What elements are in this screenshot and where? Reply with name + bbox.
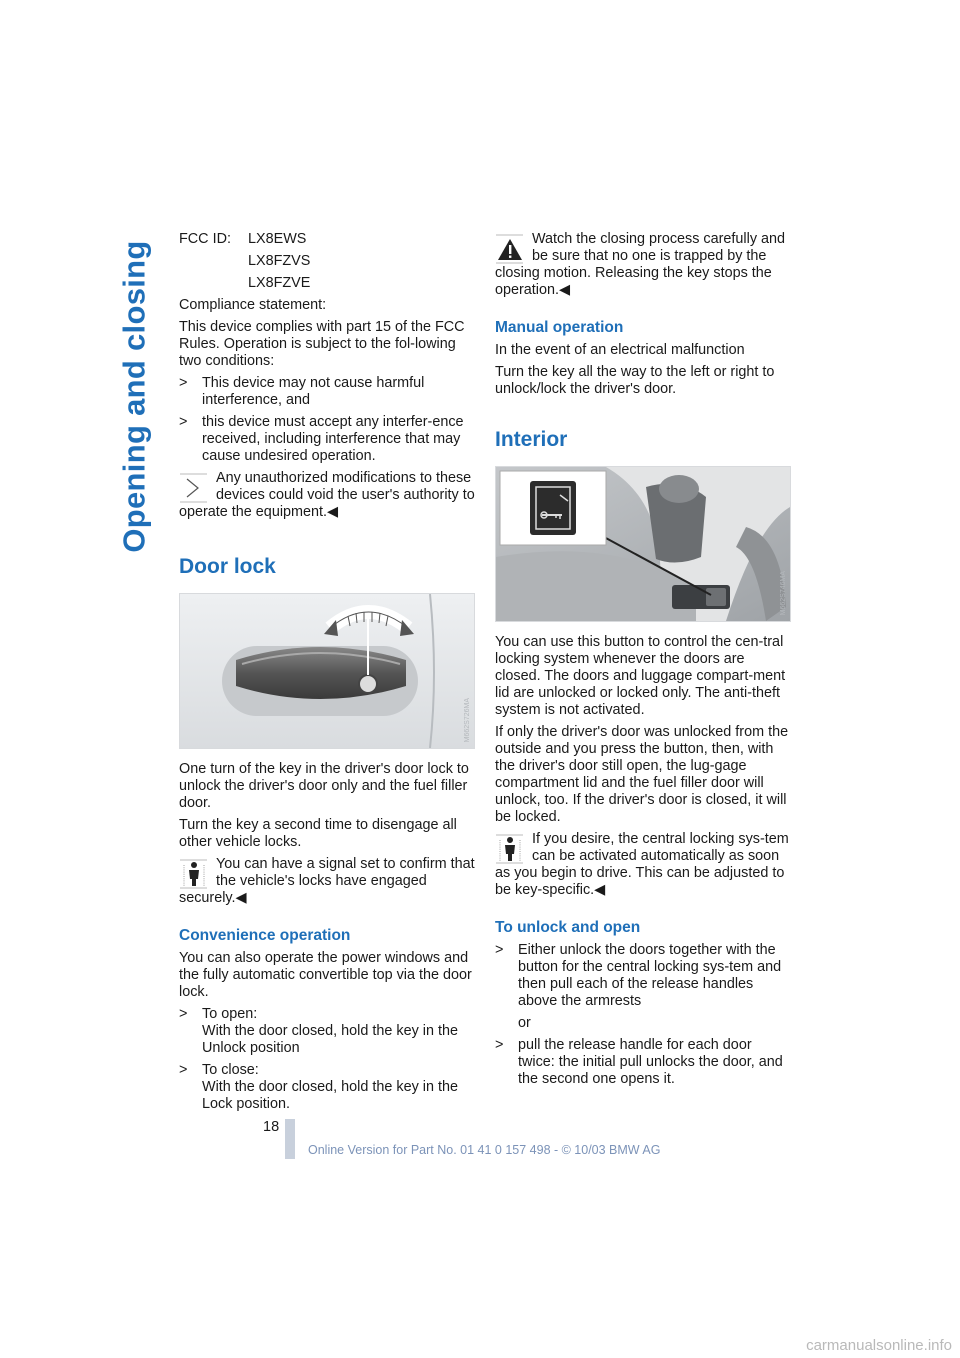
compliance-statement: This device complies with part 15 of the FCC Rules. Operation is subject to the fol-lowing two conditions: <box>179 319 465 369</box>
list-item <box>495 942 791 1010</box>
page-number: 18 <box>263 1119 280 1135</box>
note-arrow-icon <box>179 473 211 503</box>
or-text: or <box>518 1015 531 1031</box>
door-lock-paragraph: Turn the key a second time to disengage all other vehicle locks. <box>179 817 457 850</box>
fcc-id-value: LX8FZVS <box>248 253 311 269</box>
note-text: If you desire, the central locking sys-tem can be activated automatically as soon as you begin to drive. This can be adjusted to be key-specific.◀ <box>495 831 789 898</box>
manual-paragraph: Turn the key all the way to the left or right to unlock/lock the driver's door. <box>495 364 775 397</box>
door-lock-paragraph: One turn of the key in the driver's door lock to unlock the driver's door only and the fuel filler door. <box>179 761 469 811</box>
bullet-mark: > <box>495 1037 504 1053</box>
compliance-heading: Compliance statement: <box>179 297 327 313</box>
list-item-text: This device may not cause harmful interference, and <box>202 375 425 408</box>
list-item-text: this device must accept any interfer-ence received, including interference that may cause undesired operation. <box>202 414 464 464</box>
note-block <box>495 831 791 899</box>
note-block <box>179 470 475 521</box>
list-item <box>179 1006 475 1057</box>
people-note-icon <box>179 859 211 889</box>
interior-paragraph: You can use this button to control the cen-tral locking system whenever the doors are closed. The doors and luggage compart-ment lid are unlocked or locked only. The anti-theft system is not activated. <box>495 634 786 718</box>
figure-code: M662S746MA <box>780 570 787 615</box>
manual-paragraph: In the event of an electrical malfunction <box>495 342 745 358</box>
watermark: carmanualsonline.info <box>806 1337 952 1354</box>
list-item-text: pull the release handle for each door twice: the initial pull unlocks the door, and the second one opens it. <box>518 1037 783 1087</box>
warning-block <box>495 231 791 299</box>
list-item-text <box>202 1006 475 1057</box>
bullet-mark: > <box>179 1006 188 1022</box>
list-item-body: With the door closed, hold the key in the Unlock position <box>202 1023 458 1056</box>
footer-text: Online Version for Part No. 01 41 0 157 498 - © 10/03 BMW AG <box>308 1143 661 1157</box>
fcc-id-value: LX8FZVE <box>248 275 311 291</box>
manual-operation-heading: Manual operation <box>495 319 624 336</box>
list-item-title: To close: <box>202 1062 259 1078</box>
bullet-mark: > <box>179 1062 188 1078</box>
footer-bar <box>285 1119 295 1159</box>
note-text: You can have a signal set to confirm that the vehicle's locks have engaged securely.◀ <box>179 856 475 906</box>
list-item <box>495 1037 791 1088</box>
list-item-text <box>202 1062 475 1113</box>
interior-paragraph: If only the driver's door was unlocked from the outside and you press the button, then, with the driver's door still open, the lug-gage compartment lid and the fuel filler door will unlock, too. If the driver's door is closed, it will be locked. <box>495 724 789 825</box>
warning-icon <box>495 234 527 264</box>
door-lock-heading: Door lock <box>179 555 276 578</box>
list-item-title: To open: <box>202 1006 258 1022</box>
list-item-text: Either unlock the doors together with the button for the central locking sys-tem and then pull each of the release handles above the armrests <box>518 942 782 1009</box>
bullet-mark: > <box>495 942 504 958</box>
section-side-title: Opening and closing <box>116 239 152 553</box>
left-column <box>179 231 475 1118</box>
convenience-paragraph: You can also operate the power windows and the fully automatic convertible top via the door lock. <box>179 950 472 1000</box>
right-column <box>495 231 791 1093</box>
list-item-body: With the door closed, hold the key in the Lock position. <box>202 1079 458 1112</box>
note-block <box>179 856 475 907</box>
central-locking-button-illustration <box>495 466 791 622</box>
bullet-mark: > <box>179 375 188 391</box>
fcc-id-value: LX8EWS <box>248 231 307 247</box>
list-item <box>179 414 475 465</box>
people-note-icon <box>495 834 527 864</box>
fcc-id-row <box>179 231 475 248</box>
list-item <box>179 1062 475 1113</box>
bullet-mark: > <box>179 414 188 430</box>
door-handle-illustration <box>179 593 475 749</box>
warning-text: Watch the closing process carefully and be sure that no one is trapped by the closing motion. Releasing the key stops the operation.◀ <box>495 231 786 298</box>
unlock-open-heading: To unlock and open <box>495 919 641 936</box>
interior-heading: Interior <box>495 428 568 451</box>
figure-code: M662S726MA <box>464 697 471 742</box>
note-text: Any unauthorized modifications to these devices could void the user's authority to operate the equipment.◀ <box>179 470 475 520</box>
list-item <box>179 375 475 409</box>
convenience-heading: Convenience operation <box>179 927 351 944</box>
fcc-id-label: FCC ID: <box>179 231 231 247</box>
